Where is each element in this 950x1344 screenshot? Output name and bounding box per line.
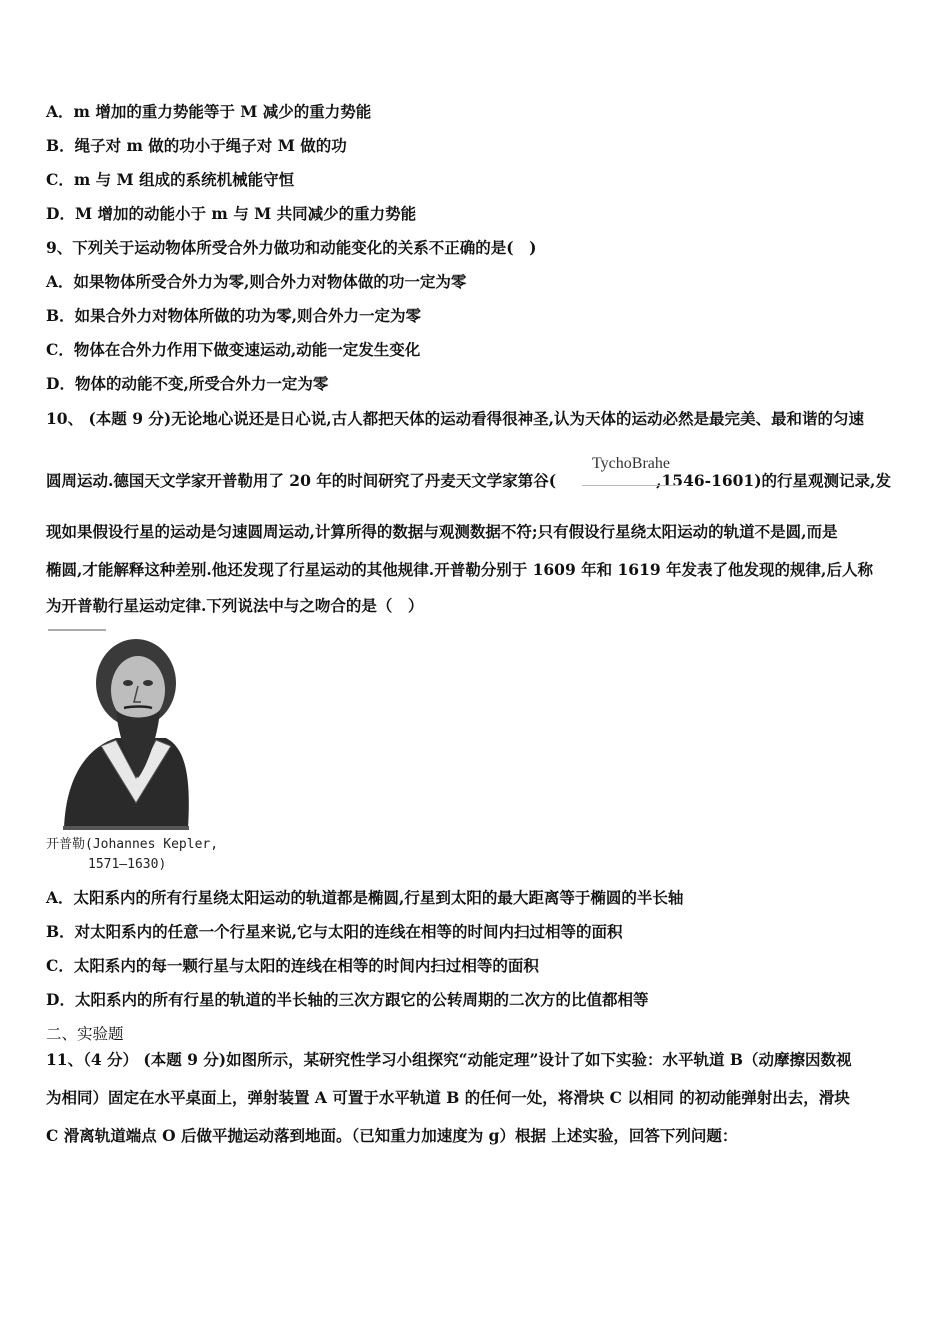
q9-option-a: A．如果物体所受合外力为零,则合外力对物体做的功一定为零 bbox=[46, 272, 467, 291]
section-heading-experiment: 二、实验题 bbox=[46, 1025, 124, 1043]
q8-option-b: B．绳子对 m 做的功小于绳子对 M 做的功 bbox=[46, 136, 347, 155]
q11-line-2: 为相同）固定在水平桌面上，弹射装置 A 可置于水平轨道 B 的任何一处，将滑块 C 以相同 的初动能弹射出去，滑块 bbox=[46, 1088, 850, 1107]
q8-option-a: A．m 增加的重力势能等于 M 减少的重力势能 bbox=[46, 102, 372, 121]
q10-option-b: B．对太阳系内的任意一个行星来说,它与太阳的连线在相等的时间内扫过相等的面积 bbox=[46, 922, 623, 941]
q10-line-2 bbox=[46, 471, 891, 491]
q10-line-2-post: ,1546-1601)的行星观测记录,发 bbox=[656, 471, 891, 490]
q9-option-d: D．物体的动能不变,所受合外力一定为零 bbox=[46, 374, 329, 393]
portrait-caption-line-2: 1571—1630) bbox=[88, 857, 167, 872]
q10-line-2-pre: 圆周运动.德国天文学家开普勒用了 20 年的时间研究了丹麦天文学家第谷( bbox=[46, 471, 557, 490]
portrait-caption-line-1: 开普勒(Johannes Kepler, bbox=[46, 837, 219, 852]
q10-option-c: C．太阳系内的每一颗行星与太阳的连线在相等的时间内扫过相等的面积 bbox=[46, 956, 539, 975]
tycho-brahe-label: TychoBrahe bbox=[582, 455, 680, 486]
q9-option-b: B．如果合外力对物体所做的功为零,则合外力一定为零 bbox=[46, 306, 421, 325]
q10-option-d: D．太阳系内的所有行星的轨道的半长轴的三次方跟它的公转周期的二次方的比值都相等 bbox=[46, 990, 649, 1009]
q11-line-1: 11、（4 分） (本题 9 分)如图所示，某研究性学习小组探究“动能定理”设计了如下实验：水平轨道 B（动摩擦因数视 bbox=[46, 1050, 852, 1069]
q10-line-5: 为开普勒行星运动定律.下列说法中与之吻合的是（ ） bbox=[46, 596, 424, 615]
q8-option-d: D．M 增加的动能小于 m 与 M 共同减少的重力势能 bbox=[46, 204, 417, 223]
q9-option-c: C．物体在合外力作用下做变速运动,动能一定发生变化 bbox=[46, 340, 421, 359]
q9-stem: 9、下列关于运动物体所受合外力做功和动能变化的关系不正确的是( ) bbox=[46, 238, 537, 257]
q10-line-4: 椭圆,才能解释这种差别.他还发现了行星运动的其他规律.开普勒分别于 1609 年和 1619 年发表了他发现的规律,后人称 bbox=[46, 560, 873, 579]
q10-line-1: 10、 (本题 9 分)无论地心说还是日心说,古人都把天体的运动看得很神圣,认为天体的运动必然是最完美、最和谐的匀速 bbox=[46, 409, 865, 428]
q8-option-c: C．m 与 M 组成的系统机械能守恒 bbox=[46, 170, 295, 189]
q10-line-3: 现如果假设行星的运动是匀速圆周运动,计算所得的数据与观测数据不符;只有假设行星绕太阳运动的轨道不是圆,而是 bbox=[46, 522, 838, 541]
q10-option-a: A．太阳系内的所有行星绕太阳运动的轨道都是椭圆,行星到太阳的最大距离等于椭圆的半长轴 bbox=[46, 888, 684, 907]
q11-line-3: C 滑离轨道端点 O 后做平抛运动落到地面。（已知重力加速度为 g）根据 上述实验，回答下列问题： bbox=[46, 1126, 738, 1145]
